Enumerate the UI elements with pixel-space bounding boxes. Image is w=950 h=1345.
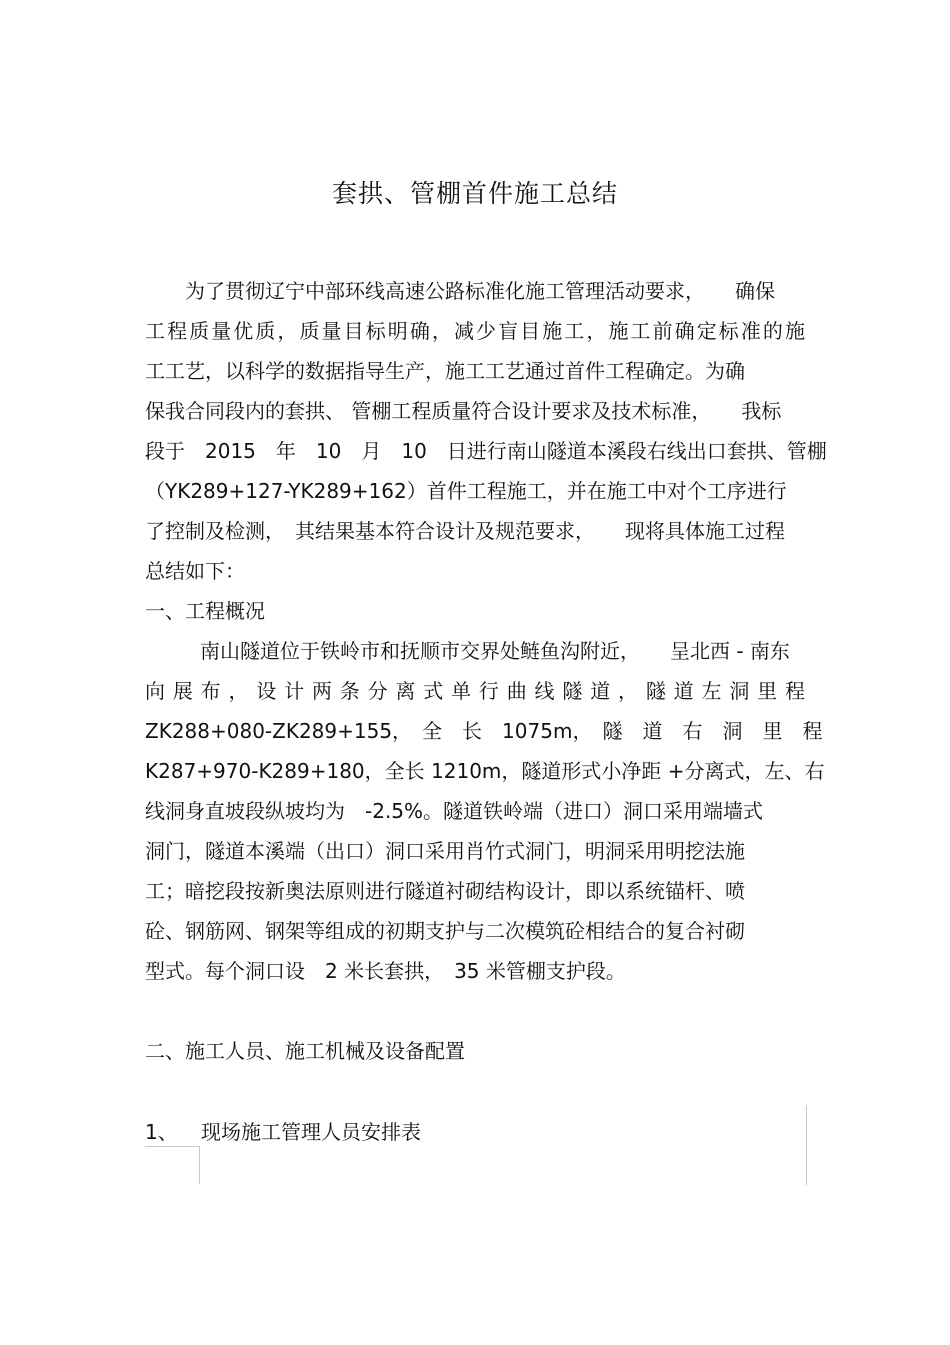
section-1-line-1: 南山隧道位于铁岭市和抚顺市交界处鲢鱼沟附近， 呈北西 - 南东 — [200, 639, 790, 663]
intro-line-5: 段于 2015 年 10 月 10 日进行南山隧道本溪段右线出口套拱、管棚 — [145, 439, 827, 463]
intro-line-1: 为了贯彻辽宁中部环线高速公路标准化施工管理活动要求， 确保 — [185, 279, 775, 303]
section-2-subheading — [145, 1118, 421, 1146]
intro-line-7: 了控制及检测， 其结果基本符合设计及规范要求， 现将具体施工过程 — [145, 519, 785, 543]
section-1-line-4: K287+970-K289+180，全长 1210m，隧道形式小净距 +分离式，左、右 — [145, 759, 825, 783]
section-1-line-5: 线洞身直坡段纵坡均为 -2.5%。隧道铁岭端（进口）洞口采用端墙式 — [145, 799, 764, 823]
subheading-number: 1、 — [145, 1120, 178, 1144]
intro-line-4: 保我合同段内的套拱、 管棚工程质量符合设计要求及技术标准， 我标 — [145, 399, 782, 423]
section-1-line-2: 向 展 布 ， 设 计 两 条 分 离 式 单 行 曲 线 隧 道 ， 隧 道 左 洞 里 程 — [145, 679, 805, 703]
table-border-left — [199, 1146, 200, 1184]
table-border-right — [806, 1105, 807, 1185]
intro-line-3: 工工艺，以科学的数据指导生产，施工工艺通过首件工程确定。为确 — [145, 359, 745, 383]
document-title: 套拱、管棚首件施工总结 — [331, 179, 618, 208]
section-1-line-3: ZK288+080-ZK289+155， 全 长 1075m， 隧 道 右 洞 里 程 — [145, 719, 823, 743]
section-2-heading: 二、施工人员、施工机械及设备配置 — [145, 1039, 465, 1063]
intro-line-2: 工程质量优质，质量目标明确，减少盲目施工，施工前确定标准的施 — [145, 319, 805, 343]
table-border-top — [145, 1146, 200, 1147]
section-1-line-7: 工；暗挖段按新奥法原则进行隧道衬砌结构设计，即以系统锚杆、喷 — [145, 879, 745, 903]
subheading-title: 现场施工管理人员安排表 — [201, 1120, 421, 1144]
section-1-line-6: 洞门，隧道本溪端（出口）洞口采用肖竹式洞门，明洞采用明挖法施 — [145, 839, 745, 863]
section-1-line-8: 砼、钢筋网、钢架等组成的初期支护与二次模筑砼相结合的复合衬砌 — [145, 919, 745, 943]
section-1-heading: 一、工程概况 — [145, 599, 265, 623]
intro-line-8: 总结如下： — [145, 559, 245, 583]
section-1-line-9: 型式。每个洞口设 2 米长套拱， 35 米管棚支护段。 — [145, 959, 626, 983]
intro-line-6: （YK289+127-YK289+162）首件工程施工，并在施工中对个工序进行 — [145, 479, 787, 503]
